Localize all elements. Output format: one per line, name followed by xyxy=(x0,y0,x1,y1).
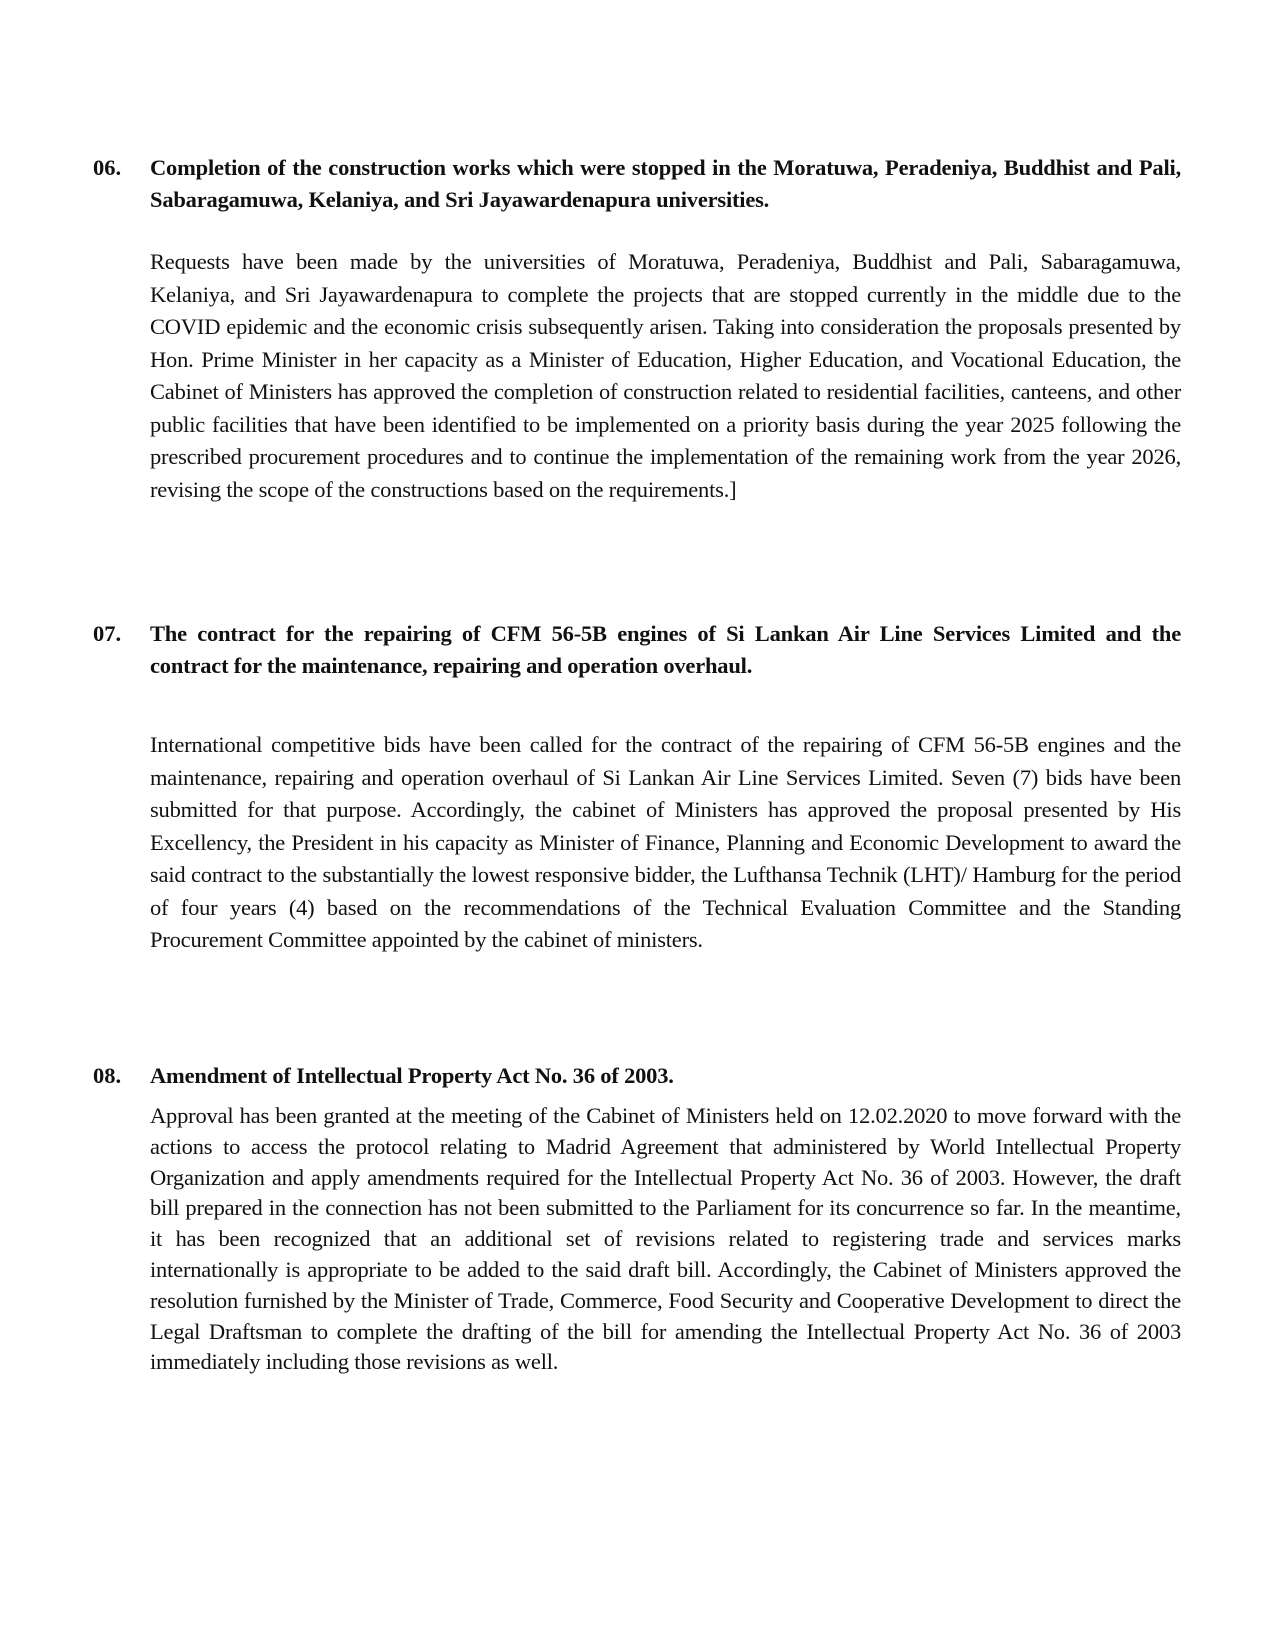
section-number: 06. xyxy=(93,155,122,180)
section-body: International competitive bids have been called for the contract of the repairing of CFM 56-5B engines and the maintenance, repairing and operation overhaul of Si Lankan Air Line Services Limited. Seven (7) bids have been submitted for that purpose. Accordingly, the cabinet of Ministers has approved the proposal presented by His Excellency, the President in his capacity as Minister of Finance, Planning and Economic Development to award the said contract to the substantially the lowest responsive bidder, the Lufthansa Technik (LHT)/ Hamburg for the period of four years (4) based on the recommendations of the Technical Evaluation Committee and the Standing Procurement Committee appointed by the cabinet of ministers. xyxy=(150,732,1181,952)
section-heading-row xyxy=(93,618,1181,682)
section-body: Approval has been granted at the meeting of the Cabinet of Ministers held on 12.02.2020 to move forward with the actions to access the protocol relating to Madrid Agreement that administered by World Intellectual Property Organization and apply amendments required for the Intellectual Property Act No. 36 of 2003. However, the draft bill prepared in the connection has not been submitted to the Parliament for its concurrence so far. In the meantime, it has been recognized that an additional set of revisions related to registering trade and services marks internationally is appropriate to be added to the said draft bill. Accordingly, the Cabinet of Ministers approved the resolution furnished by the Minister of Trade, Commerce, Food Security and Cooperative Development to direct the Legal Draftsman to complete the drafting of the bill for amending the Intellectual Property Act No. 36 of 2003 immediately including those revisions as well. xyxy=(150,1103,1181,1375)
section-heading: Amendment of Intellectual Property Act No. 36 of 2003. xyxy=(150,1063,674,1088)
section-heading-row xyxy=(93,152,1181,216)
decision-section-07 xyxy=(93,618,1181,957)
section-heading: Completion of the construction works which were stopped in the Moratuwa, Peradeniya, Buddhist and Pali, Sabaragamuwa, Kelaniya, and Sri Jayawardenapura universities. xyxy=(150,155,1181,212)
section-number: 07. xyxy=(93,621,122,646)
section-body: Requests have been made by the universities of Moratuwa, Peradeniya, Buddhist and Pali, Sabaragamuwa, Kelaniya, and Sri Jayawardenapura to complete the projects that are stopped currently in the middle due to the COVID epidemic and the economic crisis subsequently arisen. Taking into consideration the proposals presented by Hon. Prime Minister in her capacity as a Minister of Education, Higher Education, and Vocational Education, the Cabinet of Ministers has approved the completion of construction related to residential facilities, canteens, and other public facilities that have been identified to be implemented on a priority basis during the year 2025 following the prescribed procurement procedures and to continue the implementation of the remaining work from the year 2026, revising the scope of the constructions based on the requirements.] xyxy=(150,249,1181,502)
section-heading: The contract for the repairing of CFM 56-5B engines of Si Lankan Air Line Services Limited and the contract for the maintenance, repairing and operation overhaul. xyxy=(150,621,1181,678)
section-heading-row xyxy=(93,1060,1181,1092)
section-number: 08. xyxy=(93,1063,122,1088)
decision-section-06 xyxy=(93,152,1181,506)
decision-section-08 xyxy=(93,1060,1181,1378)
